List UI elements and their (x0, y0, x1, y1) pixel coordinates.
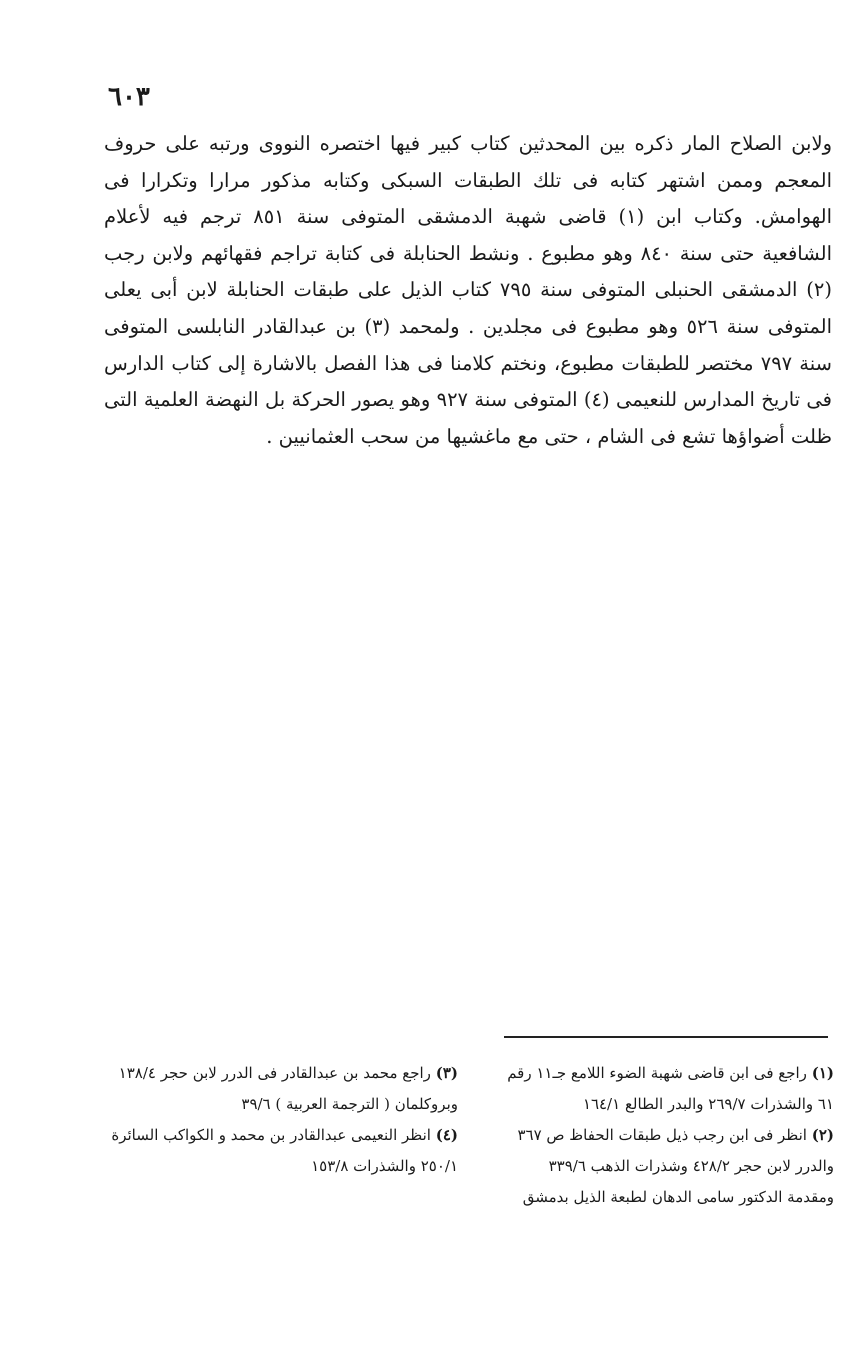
footnote-3 (102, 1058, 458, 1120)
footnote-1-number: (١) (811, 1064, 834, 1082)
footnote-1-text: راجع فى ابن قاضى شهبة الضوء اللامع جـ١١ رقم ٦١ والشذرات ٢٦٩/٧ والبدر الطالع ١٦٤/١ (507, 1064, 834, 1113)
body-paragraph: ولابن الصلاح المار ذكره بين المحدثين كتاب كبير فيها اختصره النووى ورتبه على حروف المعجم وممن اشتهر كتابه فى تلك الطبقات السبكى وكتابه مذكور مرارا وتكرارا فى الهوامش. وكتاب ابن (١) قاضى شهبة الدمشقى المتوفى سنة ٨٥١ ترجم فيه لأعلام الشافعية حتى سنة ٨٤٠ وهو مطبوع . ونشط الحنابلة فى كتابة تراجم فقهائهم ولابن رجب (٢) الدمشقى الحنبلى المتوفى سنة ٧٩٥ كتاب الذيل على طبقات الحنابلة لابن أبى يعلى المتوفى سنة ٥٢٦ وهو مطبوع فى مجلدين . ولمحمد (٣) بن عبدالقادر النابلسى المتوفى سنة ٧٩٧ مختصر للطبقات مطبوع، ونختم كلامنا فى هذا الفصل بالاشارة إلى كتاب الدارس فى تاريخ المدارس للنعيمى (٤) المتوفى سنة ٩٢٧ وهو يصور الحركة بل النهضة العلمية التى ظلت أضواؤها تشع فى الشام ، حتى مع ماغشيها من سحب العثمانيين . (104, 132, 833, 448)
main-text (104, 126, 832, 455)
footnote-4-text: انظر النعيمى عبدالقادر بن محمد و الكواكب السائرة ٢٥٠/١ والشذرات ١٥٣/٨ (111, 1126, 458, 1175)
footnote-2-number: (٢) (811, 1126, 834, 1144)
footnotes-left-column (102, 1058, 458, 1182)
footnote-1 (498, 1058, 834, 1120)
footnote-3-text: راجع محمد بن عبدالقادر فى الدرر لابن حجر ١٣٨/٤ وبروكلمان ( الترجمة العربية ) ٣٩/٦ (118, 1064, 458, 1113)
footnote-4-number: (٤) (435, 1126, 458, 1144)
page-number: ٦٠٣ (108, 82, 150, 112)
footnotes-right-column (498, 1058, 834, 1213)
footnote-2 (498, 1120, 834, 1213)
footnote-4 (102, 1120, 458, 1182)
footnote-2-text: انظر فى ابن رجب ذيل طبقات الحفاظ ص ٣٦٧ والدرر لابن حجر ٤٢٨/٢ وشذرات الذهب ٣٣٩/٦ ومقدمة الدكتور سامى الدهان لطبعة الذيل بدمشق (517, 1126, 834, 1206)
footnote-divider (504, 1036, 828, 1038)
footnote-3-number: (٣) (435, 1064, 458, 1082)
